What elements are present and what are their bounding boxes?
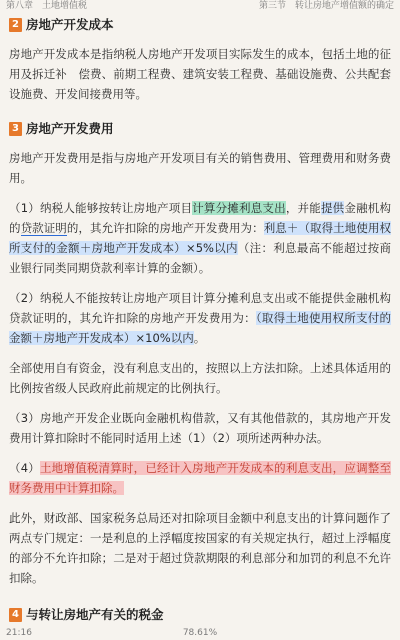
paragraph: 房地产开发费用是指与房地产开发项目有关的销售费用、管理费用和财务费用。: [9, 151, 391, 185]
reader-status-bar: [0, 626, 400, 640]
chapter-title: 第八章 土地增值税: [6, 1, 88, 11]
text-run: 的，其允许扣除的房地产开发费用为：: [66, 221, 264, 235]
paragraph: 此外，财政部、国家税务总局还对扣除项目金额中利息支出的计算问题作了两点专门规定：一是利息的上浮幅度按国家的有关规定执行，超过上浮幅度的部分不允许扣除；二是对于超过贷款期限的利息部分和加罚的利息不允许扣除。: [9, 511, 391, 585]
paragraph: 全部使用自有资金，没有利息支出的，按照以上方法扣除。上述具体适用的比例按省级人民政府此前规定的比例执行。: [9, 361, 391, 395]
paragraph-item-1: [9, 198, 391, 278]
section-heading-3: [9, 118, 391, 140]
highlight-formula: （取得土地使用权所支付的金额＋房地产开发成本）×10%以内: [9, 311, 392, 345]
highlight-formula: 利息＋（取得土地使用权所支付的金额＋房地产开发成本）×5%以内: [9, 221, 391, 255]
section-title: 第三节 转让房地产增值额的确定: [258, 1, 394, 11]
section-number-badge: 2: [9, 18, 22, 32]
clock: 21:16: [6, 628, 32, 638]
paragraph-item-3: （3）房地产开发企业既向金融机构借款，又有其他借款的，其房地产开发费用计算扣除时不能同时适用上述（1）（2）项所述两种办法。: [9, 411, 391, 445]
text-run: （1）纳税人能够按转让房地产项目: [9, 201, 193, 215]
highlight-green: 计算分摊利息支出: [192, 201, 286, 215]
reader-top-bar: [0, 0, 400, 12]
section-heading-2: [9, 14, 391, 36]
section-number-badge: 3: [9, 122, 22, 136]
reader-content: [9, 14, 391, 626]
paragraph-item-4: [9, 458, 391, 498]
text-run: （2）纳税人不能按转让房地产项目计算分摊利息支出或不能提供金融机构贷款证明的，其允许扣除的房地产开发费用为：: [9, 291, 391, 325]
highlight-red: 土地增值税清算时，已经计入房地产开发成本的利息支出，应调整至财务费用中计算扣除。: [9, 461, 391, 495]
section-heading-4: [9, 604, 391, 626]
reading-progress: 78.61%: [182, 628, 218, 638]
underline-blue: 贷款证明: [20, 221, 67, 235]
text-run: （4）: [9, 461, 40, 475]
text-run: ，并能: [285, 201, 321, 215]
section-heading-text: 与转让房地产有关的税金: [26, 607, 164, 622]
text-run: 。: [193, 331, 206, 345]
section-heading-text: 房地产开发费用: [26, 121, 114, 136]
section-heading-text: 房地产开发成本: [26, 17, 114, 32]
text-run: （注：利息最高不能超过按商业银行同类同期贷款利率计算的金额）。: [9, 241, 391, 275]
paragraph: 房地产开发成本是指纳税人房地产开发项目实际发生的成本，包括土地的征用及拆迁补 偿费、前期工程费、建筑安装工程费、基础设施费、公共配套设施费、开发间接费用等。: [9, 47, 391, 101]
highlight-blue: 提供: [320, 201, 345, 215]
paragraph-item-2: [9, 288, 391, 348]
text-run: 金融机构的: [9, 201, 392, 235]
section-number-badge: 4: [9, 608, 22, 622]
